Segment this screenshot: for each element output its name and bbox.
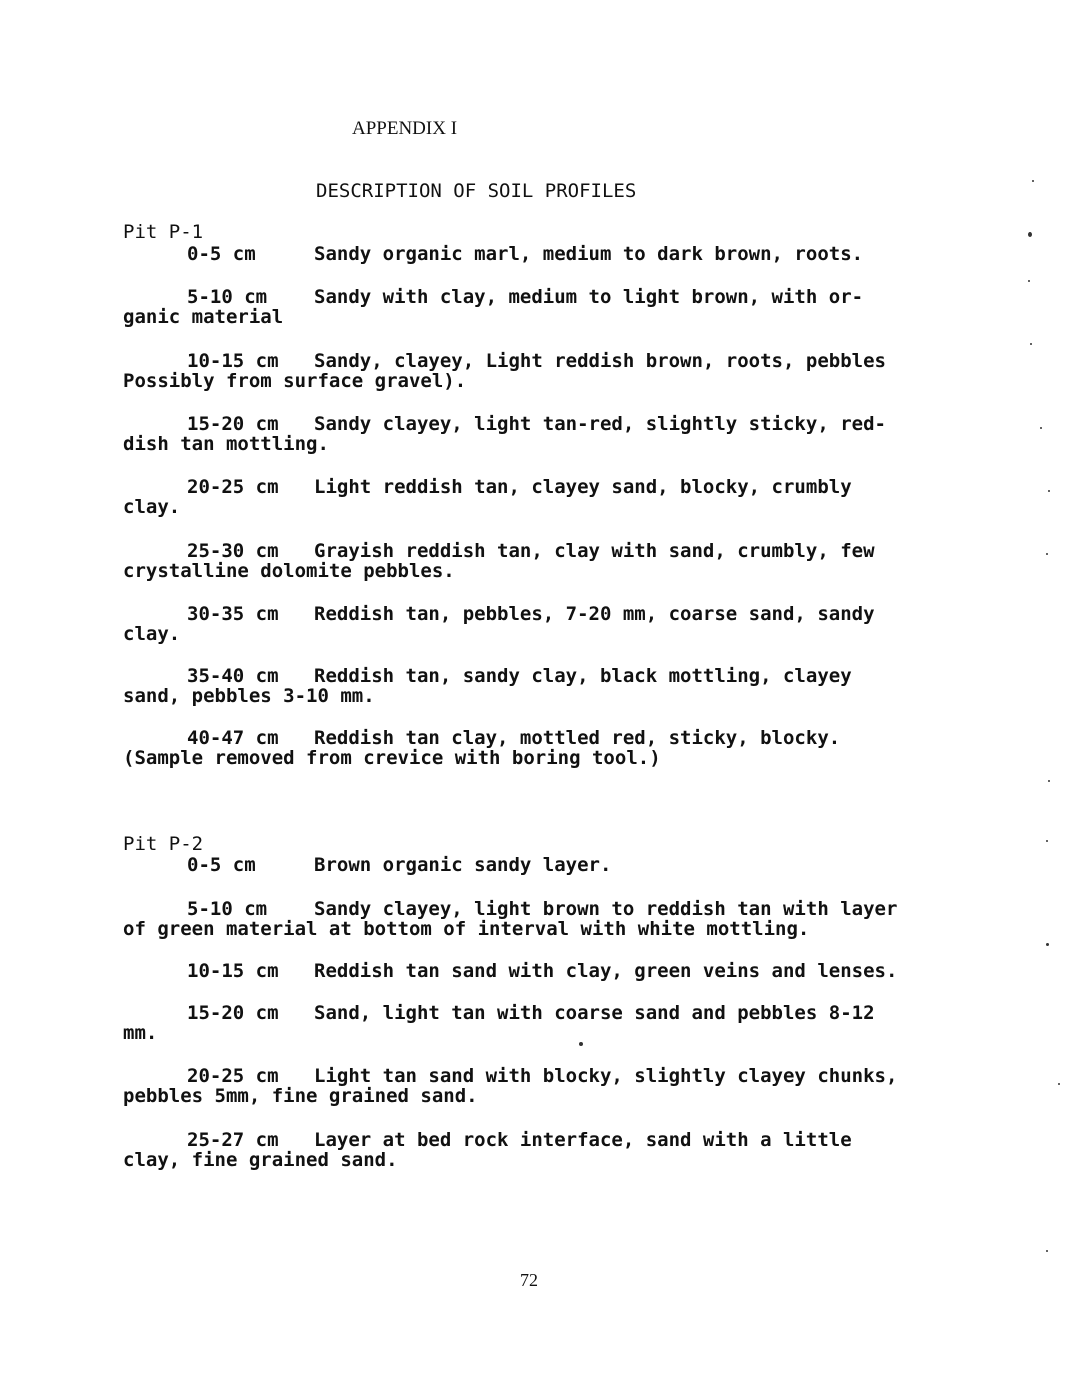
- soil-entry: [187, 728, 840, 748]
- entry-text: Sandy with clay, medium to light brown, with or-: [314, 286, 864, 308]
- soil-entry: [187, 899, 897, 919]
- scan-speck: [1028, 280, 1030, 282]
- scan-speck: [1046, 943, 1049, 946]
- entry-continuation: Possibly from surface gravel).: [123, 370, 467, 392]
- entry-continuation: pebbles 5mm, fine grained sand.: [123, 1085, 478, 1107]
- soil-entry: [187, 961, 897, 981]
- soil-entry: [187, 351, 886, 371]
- entry-text: Brown organic sandy layer.: [314, 854, 612, 876]
- soil-entry: [187, 1130, 852, 1150]
- depth-label: 15-20 cm: [187, 413, 279, 435]
- soil-entry: [187, 666, 852, 686]
- entry-continuation: clay.: [123, 623, 181, 645]
- entry-text: Reddish tan sand with clay, green veins and lenses.: [314, 960, 898, 982]
- entry-continuation: dish tan mottling.: [123, 433, 329, 455]
- soil-entry: [187, 541, 875, 561]
- entry-continuation: crystalline dolomite pebbles.: [123, 560, 455, 582]
- scan-speck: [1032, 180, 1034, 182]
- entry-continuation: mm.: [123, 1022, 158, 1044]
- depth-label: 15-20 cm: [187, 1002, 279, 1024]
- scan-speck: [1030, 343, 1032, 345]
- page-subtitle: DESCRIPTION OF SOIL PROFILES: [316, 180, 637, 202]
- depth-label: 5-10 cm: [187, 286, 268, 308]
- page-number: 72: [520, 1270, 538, 1290]
- scan-speck: [1046, 1250, 1048, 1252]
- entry-continuation: clay, fine grained sand.: [123, 1149, 398, 1171]
- scan-speck: [1040, 427, 1042, 429]
- depth-label: 30-35 cm: [187, 603, 279, 625]
- entry-text: Sandy, clayey, Light reddish brown, roots, pebbles: [314, 350, 886, 372]
- depth-label: 10-15 cm: [187, 350, 279, 372]
- entry-text: Light reddish tan, clayey sand, blocky, crumbly: [314, 476, 852, 498]
- scan-speck: [1028, 232, 1032, 237]
- soil-entry: [187, 244, 863, 264]
- entry-text: Sandy clayey, light tan-red, slightly sticky, red-: [314, 413, 886, 435]
- entry-continuation: clay.: [123, 496, 181, 518]
- scan-speck: [1046, 840, 1048, 842]
- soil-entry: [187, 1066, 897, 1086]
- page-title: APPENDIX I: [352, 118, 458, 139]
- soil-entry: [187, 287, 863, 307]
- scan-speck: [1048, 780, 1050, 782]
- pit-heading: Pit P-2: [123, 833, 204, 855]
- entry-text: Reddish tan, pebbles, 7-20 mm, coarse sand, sandy: [314, 603, 875, 625]
- depth-label: 35-40 cm: [187, 665, 279, 687]
- depth-label: 20-25 cm: [187, 476, 279, 498]
- pit-heading: Pit P-1: [123, 221, 204, 243]
- soil-entry: [187, 1003, 875, 1023]
- entry-continuation: of green material at bottom of interval with white mottling.: [123, 918, 810, 940]
- entry-text: Reddish tan clay, mottled red, sticky, blocky.: [314, 727, 841, 749]
- entry-continuation: ganic material: [123, 306, 284, 328]
- depth-label: 25-30 cm: [187, 540, 279, 562]
- entry-text: Sandy organic marl, medium to dark brown, roots.: [314, 243, 864, 265]
- scan-speck: [579, 1042, 583, 1046]
- entry-text: Grayish reddish tan, clay with sand, crumbly, few: [314, 540, 875, 562]
- scan-speck: [1048, 490, 1050, 492]
- depth-label: 25-27 cm: [187, 1129, 279, 1151]
- soil-entry: [187, 604, 875, 624]
- entry-continuation: (Sample removed from crevice with boring tool.): [123, 747, 661, 769]
- scan-speck: [1058, 1083, 1060, 1085]
- entry-text: Light tan sand with blocky, slightly clayey chunks,: [314, 1065, 898, 1087]
- depth-label: 40-47 cm: [187, 727, 279, 749]
- soil-entry: [187, 855, 611, 875]
- entry-text: Layer at bed rock interface, sand with a little: [314, 1129, 852, 1151]
- entry-text: Reddish tan, sandy clay, black mottling, clayey: [314, 665, 852, 687]
- depth-label: 10-15 cm: [187, 960, 279, 982]
- entry-text: Sand, light tan with coarse sand and pebbles 8-12: [314, 1002, 875, 1024]
- depth-label: 0-5 cm: [187, 243, 256, 265]
- soil-entry: [187, 477, 852, 497]
- depth-label: 20-25 cm: [187, 1065, 279, 1087]
- depth-label: 5-10 cm: [187, 898, 268, 920]
- depth-label: 0-5 cm: [187, 854, 256, 876]
- soil-entry: [187, 414, 886, 434]
- scan-speck: [1046, 553, 1048, 555]
- entry-continuation: sand, pebbles 3-10 mm.: [123, 685, 375, 707]
- entry-text: Sandy clayey, light brown to reddish tan with layer: [314, 898, 898, 920]
